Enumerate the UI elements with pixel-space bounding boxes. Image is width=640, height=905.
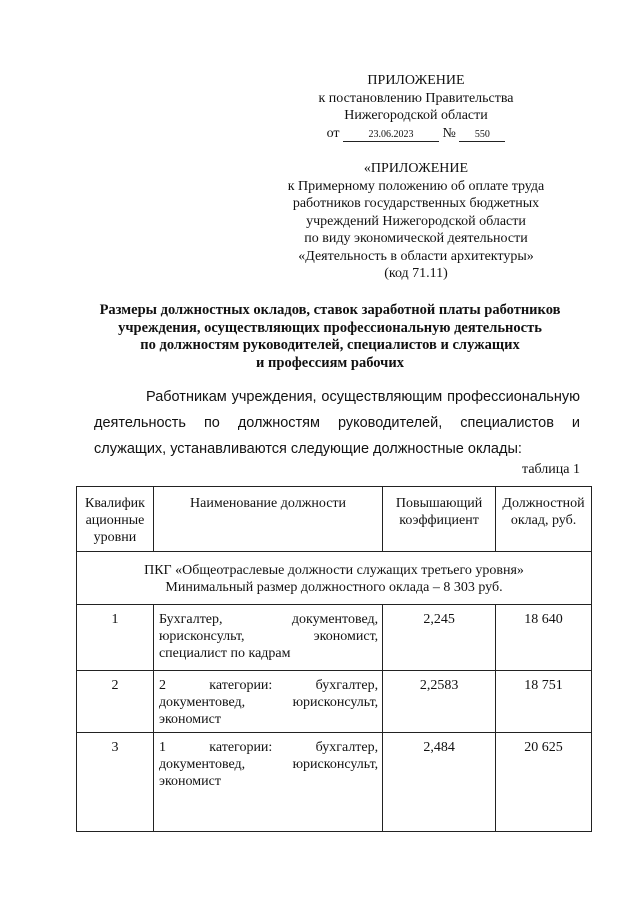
table-row [77,605,592,671]
header-qualification-levels: Квалифик ационные уровни [77,487,154,552]
heading-line: и профессиям рабочих [256,354,404,371]
cell-position: 1 категории: бухгалтер, документовед, юрисконсульт, экономист [153,733,382,832]
salary-table [76,486,592,832]
appendix2-line: «Деятельность в области архитектуры» [298,248,534,264]
table-caption: таблица 1 [522,462,580,477]
appendix2-line: работников государственных бюджетных [292,196,540,211]
group-cell [77,552,592,605]
appendix-line-1: к постановлению Правительства [318,90,514,106]
cell-coefficient: 2,245 [383,605,496,671]
appendix2-line: учреждений Нижегородской области [306,213,526,229]
cell-position: 2 категории: бухгалтер, документовед, юрисконсульт, экономист [153,671,382,733]
table-row [77,671,592,733]
document-heading [80,302,580,372]
decree-number: 550 [459,129,505,142]
cell-coefficient: 2,2583 [383,671,496,733]
number-label: № [442,125,456,141]
appendix-date-line [270,125,562,143]
appendix2-header [260,160,572,283]
cell-level: 2 [77,671,154,733]
table-row [77,733,592,832]
appendix2-line: (код 71.11) [384,266,448,281]
header-salary: Должностной оклад, руб. [496,487,592,552]
cell-coefficient: 2,484 [383,733,496,832]
decree-date: 23.06.2023 [343,129,439,142]
cell-level: 1 [77,605,154,671]
appendix-header [270,72,562,142]
cell-salary: 18 751 [496,671,592,733]
heading-line: по должностям руководителей, специалистов и служащих [140,337,520,353]
group-row [77,552,592,605]
cell-salary: 20 625 [496,733,592,832]
group-title: ПКГ «Общеотраслевые должности служащих третьего уровня» [144,563,524,578]
appendix2-line: к Примерному положению об оплате труда [287,178,545,194]
cell-level: 3 [77,733,154,832]
from-label: от [326,125,340,141]
appendix2-line: по виду экономической деятельности [304,231,528,246]
intro-paragraph: Работникам учреждения, осуществляющим профессиональную деятельность по должностям руководителей, специалистов и служащих, устанавливаются следующие должностные оклады: [94,389,580,457]
appendix2-title: «ПРИЛОЖЕНИЕ [363,161,469,176]
cell-position: Бухгалтер, документовед, юрисконсульт, экономист, специалист по кадрам [153,605,382,671]
table-header-row [77,487,592,552]
group-min-salary: Минимальный размер должностного оклада – 8 303 руб. [165,580,503,595]
heading-line: Размеры должностных окладов, ставок заработной платы работников [99,302,561,318]
header-coefficient: Повышающий коэффициент [383,487,496,552]
header-position-name: Наименование должности [153,487,382,552]
cell-salary: 18 640 [496,605,592,671]
appendix-title: ПРИЛОЖЕНИЕ [367,73,465,88]
heading-line: учреждения, осуществляющих профессиональную деятельность [118,319,542,336]
appendix-line-2: Нижегородской области [344,108,488,123]
